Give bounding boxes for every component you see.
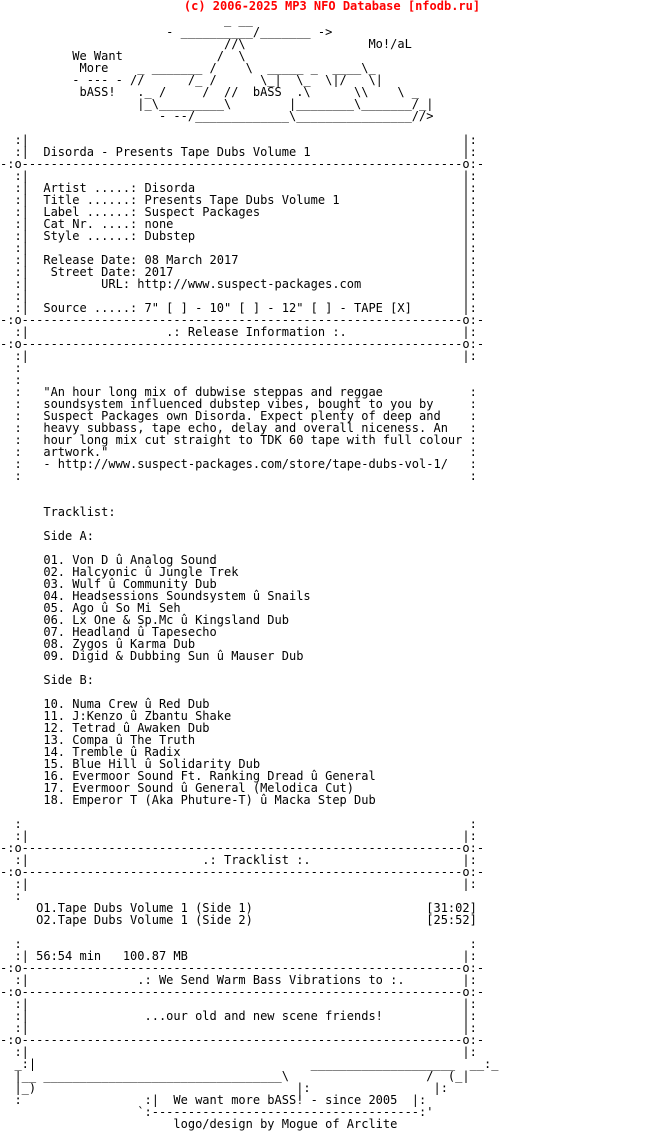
nfo-line: 06. Lx One & Sp.Mc û Kingsland Dub <box>0 613 289 627</box>
nfo-line: :| |: <box>0 241 477 255</box>
nfo-line: :| Title ......: Presents Tape Dubs Volume 1 |: <box>0 193 477 207</box>
nfo-line: : - http://www.suspect-packages.com/store/tape-dubs-vol-1/ : <box>0 457 477 471</box>
nfo-line: :| .: Tracklist :. |: <box>0 853 477 867</box>
nfo-line: -:o-------------------------------------------------------------o:- <box>0 1033 485 1047</box>
nfo-line: : : <box>0 469 477 483</box>
nfo-line: 13. Compa û The Truth <box>0 733 196 747</box>
nfo-line <box>0 482 499 494</box>
nfo-line: bASS! ._ / / // bASS .\ \\ \ _ <box>0 85 420 99</box>
nfo-line: 03. Wulf û Community Dub <box>0 577 217 591</box>
nfo-line: -:o-------------------------------------------------------------o:- <box>0 157 485 171</box>
nfo-line: //\ Mo!/aL <box>0 37 412 51</box>
nfo-line: : <box>0 373 22 387</box>
nfo-line: : : <box>0 817 477 831</box>
nfo-line: :| Disorda - Presents Tape Dubs Volume 1 |: <box>0 145 477 159</box>
nfo-line: Side A: <box>0 529 94 543</box>
nfo-line: -:o-------------------------------------------------------------o:- <box>0 337 485 351</box>
nfo-line: :| ...our old and new scene friends! |: <box>0 1009 477 1023</box>
nfo-line: -:o-------------------------------------------------------------o:- <box>0 841 485 855</box>
nfo-line: More _ _______ / \ _____ _ ____\_ <box>0 61 376 75</box>
nfo-line: Tracklist: <box>0 505 116 519</box>
nfo-line: 09. Digid & Dubbing Sun û Mauser Dub <box>0 649 304 663</box>
nfo-line: :| |: <box>0 133 477 147</box>
nfo-text-block <box>0 14 499 1130</box>
nfo-line: :| |: <box>0 1021 477 1035</box>
nfo-line: |_) |: |: <box>0 1081 448 1095</box>
nfo-line: Side B: <box>0 673 94 687</box>
nfo-line: O2.Tape Dubs Volume 1 (Side 2) [25:52] <box>0 913 477 927</box>
nfo-line: :| |: <box>0 169 477 183</box>
nfo-line: : heavy subbass, tape echo, delay and overall niceness. An : <box>0 421 477 435</box>
nfo-line: -:o-------------------------------------------------------------o:- <box>0 313 485 327</box>
nfo-line: 01. Von D û Analog Sound <box>0 553 217 567</box>
nfo-line: 15. Blue Hill û Solidarity Dub <box>0 757 261 771</box>
nfo-line: : soundsystem influenced dubstep vibes, bought to you by : <box>0 397 477 411</box>
nfo-line: :| Label ......: Suspect Packages |: <box>0 205 477 219</box>
nfo-line: 05. Ago û So Mi Seh <box>0 601 181 615</box>
nfo-line: :| Source .....: 7" [ ] - 10" [ ] - 12" [ ] - TAPE [X] |: <box>0 301 477 315</box>
nfo-line: :| Style ......: Dubstep |: <box>0 229 477 243</box>
nfo-line: 02. Halcyonic û Jungle Trek <box>0 565 239 579</box>
nfo-line: :| |: <box>0 349 477 363</box>
nfo-line: -:o-------------------------------------------------------------o:- <box>0 961 485 975</box>
nfo-line: 14. Tremble û Radix <box>0 745 181 759</box>
nfo-line: :| 56:54 min 100.87 MB |: <box>0 949 477 963</box>
nfo-line: :| Release Date: 08 March 2017 |: <box>0 253 477 267</box>
nfo-line: O1.Tape Dubs Volume 1 (Side 1) [31:02] <box>0 901 477 915</box>
nfo-line: _ __ <box>0 13 253 27</box>
nfo-line: : <box>0 889 22 903</box>
nfo-line: - --/_____________\________________//> <box>0 109 434 123</box>
nfo-line: :| |: <box>0 997 477 1011</box>
nfo-line: 10. Numa Crew û Red Dub <box>0 697 210 711</box>
nfo-line: - --- - // /_ / \_| \_ \|/ \| <box>0 73 383 87</box>
nfo-line: logo/design by Mogue of Arclite <box>0 1117 398 1131</box>
nfo-line: 04. Headsessions Soundsystem û Snails <box>0 589 311 603</box>
nfo-line: `:-------------------------------------:' <box>0 1105 434 1119</box>
nfo-line: :| .: We Send Warm Bass Vibrations to :. |: <box>0 973 477 987</box>
site-header: (c) 2006-2025 MP3 NFO Database [nfodb.ru] <box>183 0 481 13</box>
nfo-line: |__ _________________________________\ / (_| <box>0 1069 470 1083</box>
nfo-line: 16. Evermoor Sound Ft. Ranking Dread û General <box>0 769 376 783</box>
nfo-line: :| URL: http://www.suspect-packages.com |: <box>0 277 477 291</box>
nfo-line: : artwork." : <box>0 445 477 459</box>
nfo-line: We Want / \ <box>0 49 246 63</box>
nfo-line: : Suspect Packages own Disorda. Expect plenty of deep and : <box>0 409 477 423</box>
nfo-line: 17. Evermoor Sound û General (Melodica Cut) <box>0 781 355 795</box>
nfo-line: _:| ____________________ __:_ <box>0 1057 499 1071</box>
nfo-line: :| Cat Nr. ....: none |: <box>0 217 477 231</box>
nfo-line: :| |: <box>0 829 477 843</box>
nfo-line: |_\_________\ |________\_______/_| <box>0 97 434 111</box>
nfo-line: - __________/_______ -> <box>0 25 333 39</box>
nfo-line: 12. Tetrad û Awaken Dub <box>0 721 210 735</box>
nfo-line: : hour long mix cut straight to TDK 60 tape with full colour : <box>0 433 477 447</box>
nfo-line: : <box>0 361 22 375</box>
nfo-line: :| |: <box>0 289 477 303</box>
nfo-line: 08. Zygos û Karma Dub <box>0 637 196 651</box>
nfo-line: 11. J:Kenzo û Zbantu Shake <box>0 709 232 723</box>
nfo-line: :| Street Date: 2017 |: <box>0 265 477 279</box>
nfo-line: : "An hour long mix of dubwise steppas and reggae : <box>0 385 477 399</box>
nfo-line: : : <box>0 937 477 951</box>
nfo-line: :| Artist .....: Disorda |: <box>0 181 477 195</box>
nfo-line: 18. Emperor T (Aka Phuture-T) û Macka Step Dub <box>0 793 376 807</box>
nfo-line: :| |: <box>0 1045 477 1059</box>
nfo-line: :| .: Release Information :. |: <box>0 325 477 339</box>
nfo-line: -:o-------------------------------------------------------------o:- <box>0 985 485 999</box>
nfo-line: -:o-------------------------------------------------------------o:- <box>0 865 485 879</box>
nfo-line: :| |: <box>0 877 477 891</box>
nfo-line: 07. Headland û Tapesecho <box>0 625 217 639</box>
nfo-line: : :| We want more bASS! - since 2005 |: <box>0 1093 427 1107</box>
